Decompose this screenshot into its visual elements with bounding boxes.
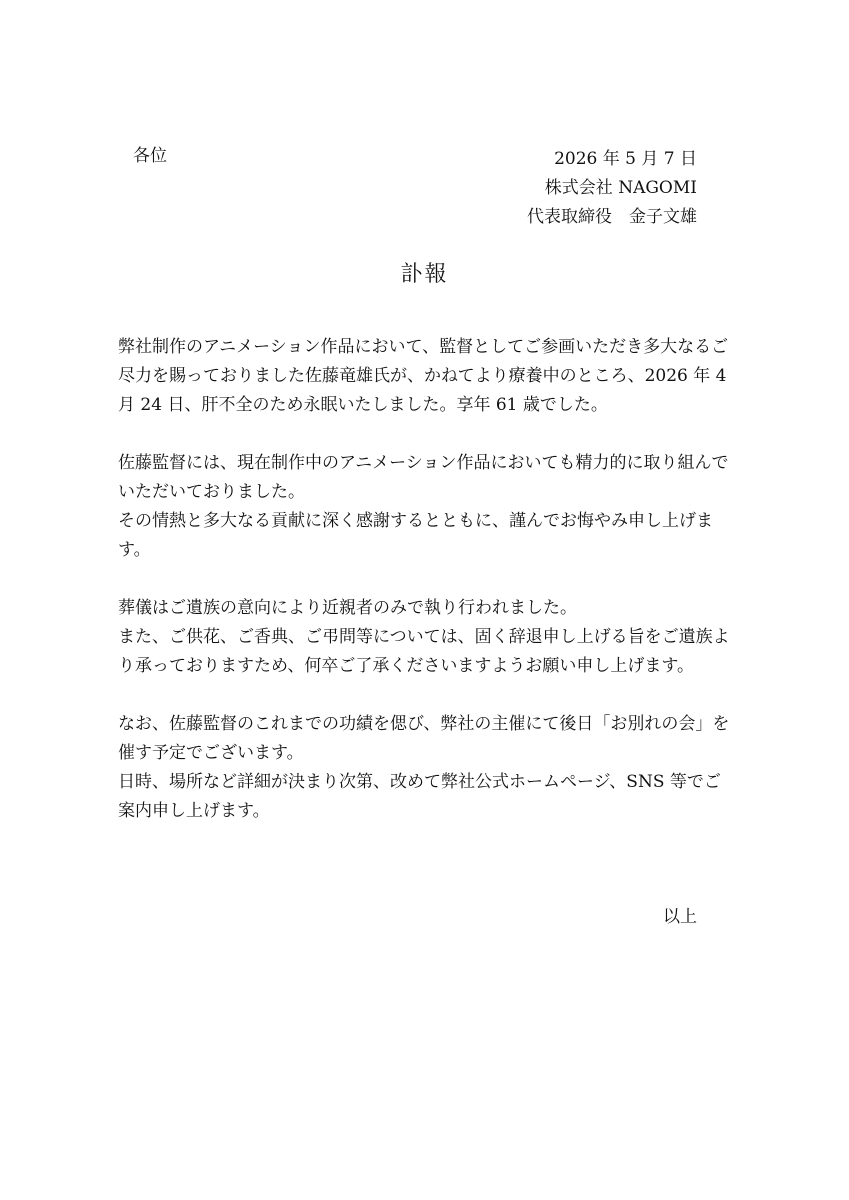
representative-name: 代表取締役 金子文雄	[527, 207, 697, 227]
closing-mark: 以上	[663, 907, 697, 927]
sender-block	[527, 145, 697, 232]
company-name: 株式会社 NAGOMI	[544, 178, 697, 198]
document-title: 訃報	[400, 262, 449, 287]
document-body	[118, 333, 730, 855]
paragraph-funeral: 葬儀はご遺族の意向により近親者のみで執り行われました。 また、ご供花、ご香典、ご弔問等については、固く辞退申し上げる旨をご遺族より承っておりますため、何卒ご了承くださいますようお願い申し上げます。	[118, 598, 730, 676]
addressee: 各位	[133, 146, 167, 166]
paragraph-gratitude: 佐藤監督には、現在制作中のアニメーション作品においても精力的に取り組んでいただいておりました。 その情熱と多大なる貢献に深く感謝するとともに、謹んでお悔やみ申し上げます。	[118, 453, 729, 560]
paragraph-announcement: 弊社制作のアニメーション作品において、監督としてご参画いただき多大なるご尽力を賜っておりました佐藤竜雄氏が、かねてより療養中のところ、2026 年 4 月 24 日、肝不全のため永眠いたしました。享年 61 歳でした。	[118, 337, 729, 415]
paragraph-farewell: なお、佐藤監督のこれまでの功績を偲び、弊社の主催にて後日「お別れの会」を催す予定でございます。 日時、場所など詳細が決まり次第、改めて弊社公式ホームページ、SNS 等でご案内申し上げます。	[118, 714, 730, 821]
issue-date: 2026 年 5 月 7 日	[554, 149, 697, 169]
